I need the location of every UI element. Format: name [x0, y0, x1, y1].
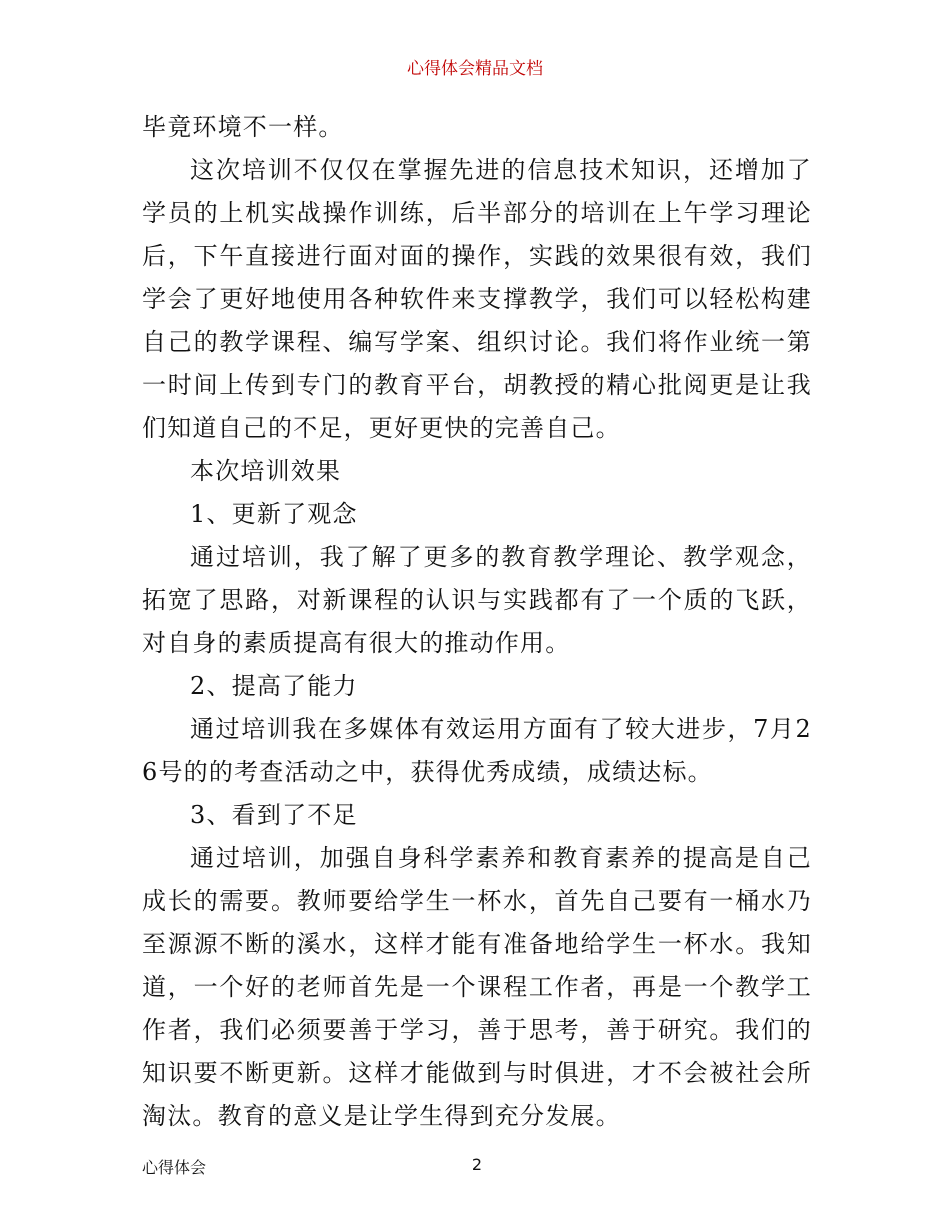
- document-body: [142, 106, 812, 1138]
- subheading-2: 2、提高了能力: [190, 672, 358, 700]
- paragraph-continuation: 毕竟环境不一样。: [142, 113, 344, 141]
- subheading-1: 1、更新了观念: [190, 500, 358, 528]
- section-heading-effects: 本次培训效果: [190, 457, 342, 485]
- page-footer: [142, 1155, 812, 1177]
- paragraph-training-description: 这次培训不仅仅在掌握先进的信息技术知识，还增加了学员的上机实战操作训练，后半部分的培训在上午学习理论后，下午直接进行面对面的操作，实践的效果很有效，我们学会了更好地使用各种软件来支撑教学，我们可以轻松构建自己的教学课程、编写学案、组织讨论。我们将作业统一第一时间上传到专门的教育平台，胡教授的精心批阅更是让我们知道自己的不足，更好更快的完善自己。: [142, 156, 812, 442]
- page-header-title: 心得体会精品文档: [407, 59, 543, 79]
- paragraph-3: 通过培训，加强自身科学素养和教育素养的提高是自己成长的需要。教师要给学生一杯水，首先自己要有一桶水乃至源源不断的溪水，这样才能有准备地给学生一杯水。我知道，一个好的老师首先是一个课程工作者，再是一个教学工作者，我们必须要善于学习，善于思考，善于研究。我们的知识要不断更新。这样才能做到与时俱进，才不会被社会所淘汰。教育的意义是让学生得到充分发展。: [142, 844, 812, 1130]
- paragraph-1: 通过培训，我了解了更多的教育教学理论、教学观念，拓宽了思路，对新课程的认识与实践都有了一个质的飞跃，对自身的素质提高有很大的推动作用。: [142, 543, 812, 657]
- footer-label: 心得体会: [142, 1158, 207, 1177]
- page-number: 2: [471, 1155, 483, 1174]
- paragraph-2: 通过培训我在多媒体有效运用方面有了较大进步，7月26号的的考查活动之中，获得优秀成绩，成绩达标。: [142, 715, 812, 786]
- subheading-3: 3、看到了不足: [190, 801, 358, 829]
